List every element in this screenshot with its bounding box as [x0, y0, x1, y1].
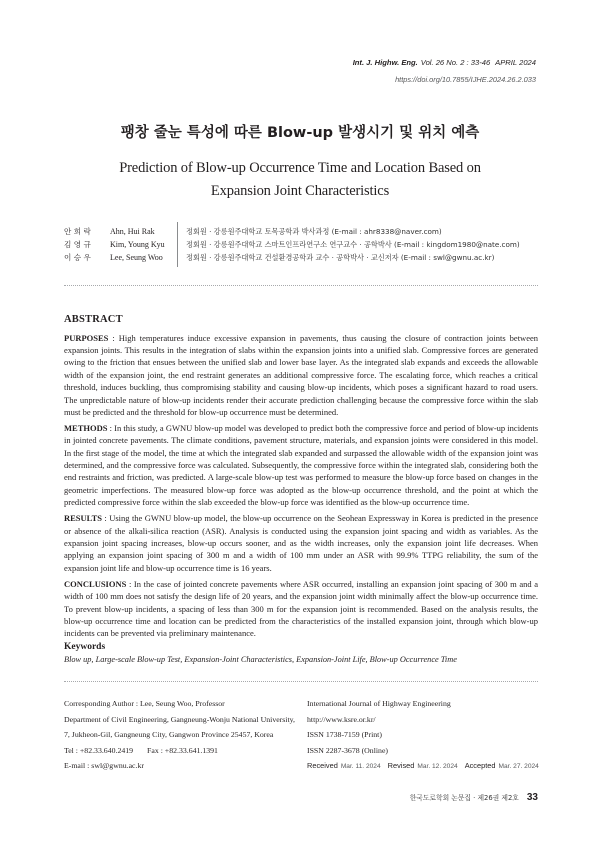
abstract-conclusions	[64, 578, 538, 640]
section-text: : In this study, a GWNU blow-up model was developed to predict both the compressive force and period of blow-up incidents in jointed concrete pavements. The climate conditions, pavement structure, materials, and expansion joints were considered in this model. In the first stage of the model, the time at which the integrated slab expanded and surpassed the allowable width of the expansion joint was determined, and the compressive force was calculated. Subsequently, the compressive force within the integrated slab, considering both the end restraints and friction, was predicted. A large-scale blow-up test was performed to measure the blow-up force based on changes in the geometric imperfections. The measured blow-up force was adopted as the blow-up occurrence threshold, and the point at which the predicted compressive force within the slab exceeded the blow-up force was identified as the blow-up occurrence time.	[64, 422, 538, 508]
author-name-english: Lee, Seung Woo	[110, 252, 163, 262]
section-label: METHODS	[64, 422, 108, 433]
author-email: E-mail : swl@gwnu.ac.kr	[64, 761, 144, 770]
journal-abbreviation: Int. J. Highw. Eng.	[352, 58, 418, 67]
korean-title: 팽창 줄눈 특성에 따른 Blow-up 발생시기 및 위치 예측	[120, 125, 480, 141]
journal-url[interactable]: http://www.ksre.or.kr/	[307, 714, 376, 724]
abstract-methods	[64, 422, 538, 509]
section-text: : Using the GWNU blow-up model, the blow-up occurrence on the Seohean Expressway in Korea is predicted in the presence or absence of the alkali-silica reaction (ASR). Analysis is conducted using the expansion joint spacing and width as variables. As the expansion joint spacing increases, blow-up occurs sooner, and as the width increases, only the expansion joint life decreases. When applying an expansion joint spacing of 300 m and a width of 100 mm under an ASR with 99.9% TTPG reliability, the sum of the expansion joint life and blow-up occurrence time is 16 years.	[64, 513, 538, 573]
author-name-english: Kim, Young Kyu	[110, 239, 165, 249]
doi-link[interactable]: https://doi.org/10.7855/IJHE.2024.26.2.033	[395, 75, 536, 84]
author-block	[64, 225, 538, 265]
journal-name: International Journal of Highway Engineering	[307, 699, 451, 708]
accepted-label: Accepted	[464, 761, 496, 770]
journal-info-block	[307, 696, 546, 775]
section-label: RESULTS	[64, 513, 102, 524]
corresponding-author-block	[64, 696, 295, 774]
english-title	[0, 157, 600, 203]
contact-phone-line	[64, 743, 295, 759]
page-number: 33	[526, 792, 538, 803]
issn-online: ISSN 2287-3678 (Online)	[307, 745, 388, 755]
author-row	[64, 251, 538, 264]
citation-line	[353, 54, 536, 71]
author-address: 7, Jukheon-Gil, Gangneung City, Gangwon Province 25457, Korea	[64, 730, 274, 739]
bottom-dotted-separator	[64, 681, 538, 682]
abstract-body	[64, 332, 538, 640]
corresponding-author: Corresponding Author : Lee, Seung Woo, Professor	[64, 699, 225, 708]
author-name-korean: 안 희 락	[64, 226, 91, 236]
issue-date: APRIL 2024	[495, 58, 536, 67]
issn-print: ISSN 1738-7159 (Print)	[307, 730, 382, 739]
top-dotted-separator	[64, 285, 538, 286]
author-row	[64, 225, 538, 238]
section-text: : In the case of jointed concrete pavements where ASR occurred, installing an expansion joint spacing of 300 m and a width of 100 mm does not satisfy the design life of 20 years, and the expansion joint width minimally affect the blow-up occurrence time. To prevent blow-up incidents, a spacing of less than 300 m for the expansion joint is recommended. Based on the analysis results, the blow-up occurrence time and location can be predicted from the characteristics of the installed expansion joint, through which blow-up incidents can be prevented via preliminary maintenance.	[64, 578, 538, 639]
abstract-results	[64, 512, 538, 574]
keywords-heading: Keywords	[64, 641, 106, 652]
article-history	[307, 758, 546, 775]
section-label: CONCLUSIONS	[64, 578, 127, 589]
abstract	[64, 313, 538, 666]
author-affiliation: 정회원 · 강릉원주대학교 건설환경공학과 교수 · 공학박사 · 교신저자 (E-mail : swl@gwnu.ac.kr)	[186, 252, 495, 262]
section-text: : High temperatures induce excessive expansion in pavements, thus causing the closure of contraction joints between expansion joints. This results in the integration of slabs within the expansion joints into a unified slab. Compressive forces are generated owing to the friction that ensues between the unified slab and lower base layer. As the integrated slab expands and exceeds the allowable width of the expansion joint, the end restraint generates an additional compressive force. The escalating force, which reaches a critical threshold, induces buckling, thus compromising stability and causing blow-up incidents, which poses a significant hazard to road users. The unpredictable nature of blow-up incidents render their accurate prediction challenging because the compressive force within the slab must be predicted and the threshold for blow-up occurrence must be determined.	[64, 332, 538, 417]
telephone: Tel : +82.33.640.2419	[64, 745, 134, 755]
author-affiliation: 정회원 · 강릉원주대학교 토목공학과 박사과정 (E-mail : ahr8338@naver.com)	[186, 226, 442, 236]
author-name-korean: 이 승 우	[64, 252, 91, 262]
english-title-line: Expansion Joint Characteristics	[210, 182, 390, 199]
fax: Fax : +82.33.641.1391	[147, 745, 218, 755]
author-name-english: Ahn, Hui Rak	[110, 226, 155, 236]
abstract-purposes	[64, 332, 538, 419]
keywords-list: Blow up, Large-scale Blow-up Test, Expansion-Joint Characteristics, Expansion-Joint Life, Blow-up Occurrence Time	[64, 654, 457, 664]
received-label: Received	[307, 761, 338, 770]
author-affiliation: 정회원 · 강릉원주대학교 스마트인프라연구소 연구교수 · 공학박사 (E-mail : kingdom1980@nate.com)	[186, 239, 520, 249]
running-header	[353, 54, 536, 88]
page-footer	[410, 788, 538, 806]
revised-label: Revised	[387, 761, 415, 770]
volume-issue-pages: Vol. 26 No. 2 : 33-46	[420, 58, 491, 67]
revised-date: Mar. 12. 2024	[417, 763, 458, 770]
author-name-korean: 김 영 규	[64, 239, 91, 249]
author-row	[64, 238, 538, 251]
author-department: Department of Civil Engineering, Gangneung-Wonju National University,	[64, 714, 295, 724]
received-date: Mar. 11. 2024	[340, 763, 381, 770]
section-label: PURPOSES	[64, 332, 109, 343]
english-title-line: Prediction of Blow-up Occurrence Time and Location Based on	[119, 159, 481, 176]
accepted-date: Mar. 27. 2024	[498, 763, 539, 770]
abstract-heading: ABSTRACT	[64, 314, 123, 325]
footer-journal-issue: 한국도로학회 논문집 · 제26권 제2호	[409, 794, 519, 802]
